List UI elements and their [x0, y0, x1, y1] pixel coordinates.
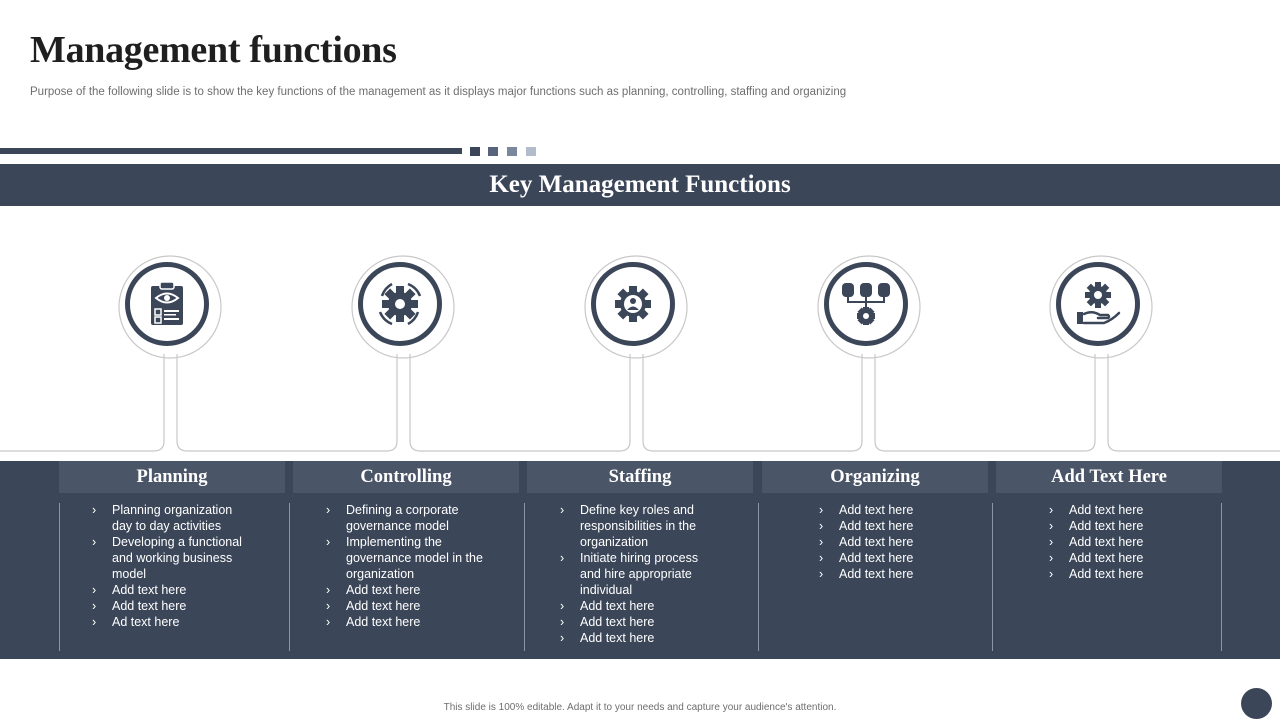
controlling-list [326, 502, 486, 630]
column-divider [758, 503, 759, 651]
list-item: › Add text here [92, 598, 252, 614]
list-item: › Add text here [819, 518, 969, 534]
list-item: › Developing a functional and working business model [92, 534, 252, 582]
list-item: › Add text here [560, 598, 718, 614]
add-text-list [1049, 502, 1199, 582]
list-item: › Add text here [1049, 518, 1199, 534]
list-item: › Add text here [560, 614, 718, 630]
hand-gear-icon [1056, 262, 1140, 346]
list-item: › Add text here [1049, 566, 1199, 582]
list-item: › Add text here [560, 630, 718, 646]
column-header-planning: Planning [59, 461, 285, 493]
accent-square [470, 147, 480, 156]
planning-list [92, 502, 252, 630]
corner-badge [1241, 688, 1272, 719]
footer-note: This slide is 100% editable. Adapt it to your needs and capture your audience's attention. [443, 702, 837, 713]
list-item: › Defining a corporate governance model [326, 502, 486, 534]
list-item: › Add text here [1049, 502, 1199, 518]
list-item: › Add text here [819, 502, 969, 518]
list-item: › Ad text here [92, 614, 252, 630]
accent-square [488, 147, 498, 156]
list-item: › Add text here [819, 534, 969, 550]
list-item: › Add text here [326, 598, 486, 614]
title-rule [0, 148, 462, 154]
list-item: › Add text here [819, 550, 969, 566]
column-divider [1221, 503, 1222, 651]
section-banner: Key Management Functions [0, 164, 1280, 206]
list-item: › Implementing the governance model in the organization [326, 534, 486, 582]
column-divider [524, 503, 525, 651]
list-item: › Add text here [1049, 534, 1199, 550]
page-title: Management functions [30, 29, 397, 71]
gear-cycle-icon [358, 262, 442, 346]
list-item: › Add text here [326, 614, 486, 630]
accent-square [507, 147, 517, 156]
list-item: › Add text here [1049, 550, 1199, 566]
list-item: › Add text here [92, 582, 252, 598]
organizing-list [819, 502, 969, 582]
gear-person-icon [591, 262, 675, 346]
column-header-organizing: Organizing [762, 461, 988, 493]
column-header-add-text: Add Text Here [996, 461, 1222, 493]
clipboard-eye-icon [125, 262, 209, 346]
list-item: › Add text here [326, 582, 486, 598]
column-divider [289, 503, 290, 651]
page-subtitle: Purpose of the following slide is to show the key functions of the management as it displays major functions such as planning, controlling, staffing and organizing [30, 86, 847, 98]
list-item: › Initiate hiring process and hire appropriate individual [560, 550, 718, 598]
staffing-list [560, 502, 718, 646]
column-divider [992, 503, 993, 651]
column-divider [59, 503, 60, 651]
column-header-staffing: Staffing [527, 461, 753, 493]
list-item: › Define key roles and responsibilities in the organization [560, 502, 718, 550]
list-item: › Add text here [819, 566, 969, 582]
column-header-controlling: Controlling [293, 461, 519, 493]
org-chart-gear-icon [824, 262, 908, 346]
list-item: › Planning organization day to day activities [92, 502, 252, 534]
accent-square [526, 147, 536, 156]
